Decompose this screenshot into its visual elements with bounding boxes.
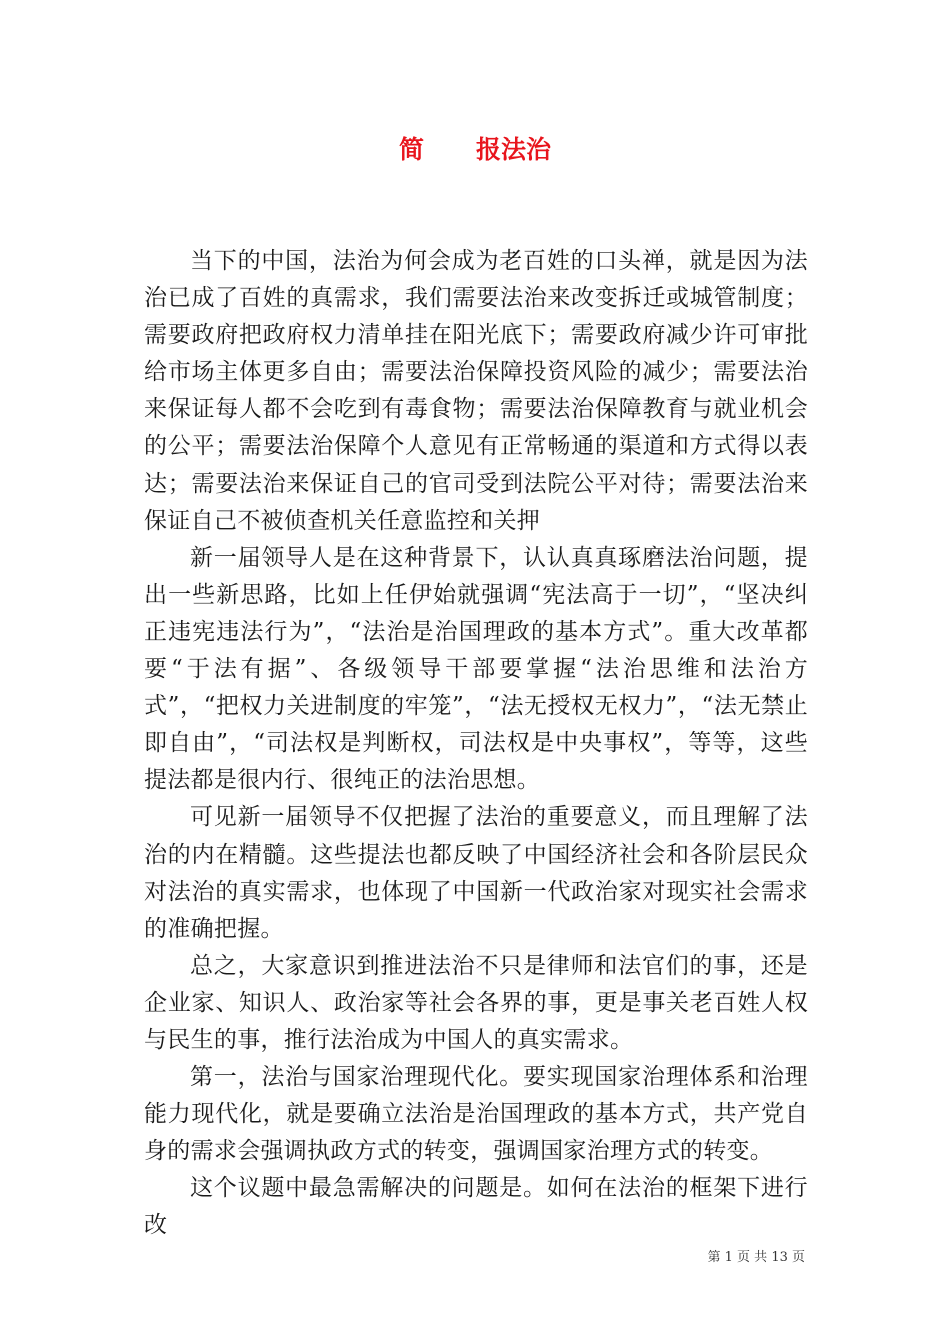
paragraph: 第一，法治与国家治理现代化。要实现国家治理体系和治理能力现代化，就是要确立法治是治国理政的基本方式，共产党自身的需求会强调执政方式的转变，强调国家治理方式的转变。	[144, 1064, 808, 1165]
paragraph: 可见新一届领导不仅把握了法治的重要意义，而且理解了法治的内在精髓。这些提法也都反映了中国经济社会和各阶层民众对法治的真实需求，也体现了中国新一代政治家对现实社会需求的准确把握。	[144, 804, 808, 942]
document-body	[144, 243, 808, 1245]
title-part-2: 报法治	[476, 135, 552, 164]
paragraph: 新一届领导人是在这种背景下，认认真真琢磨法治问题，提出一些新思路，比如上任伊始就强调“宪法高于一切”，“坚决纠正违宪违法行为”，“法治是治国理政的基本方式”。重大改革都要“于法有据”、各级领导干部要掌握“法治思维和法治方式”，“把权力关进制度的牢笼”，“法无授权无权力”，“法无禁止即自由”，“司法权是判断权，司法权是中央事权”，等等，这些提法都是很内行、很纯正的法治思想。	[144, 544, 808, 794]
paragraph: 当下的中国，法治为何会成为老百姓的口头禅，就是因为法治已成了百姓的真需求，我们需要法治来改变拆迁或城管制度；需要政府把政府权力清单挂在阳光底下；需要政府减少许可审批给市场主体更多自由；需要法治保障投资风险的减少；需要法治来保证每人都不会吃到有毒食物；需要法治保障教育与就业机会的公平；需要法治保障个人意见有正常畅通的渠道和方式得以表达；需要法治来保证自己的官司受到法院公平对待；需要法治来保证自己不被侦查机关任意监控和关押	[144, 248, 808, 534]
document-title	[0, 130, 950, 170]
title-part-1: 简	[398, 135, 424, 164]
paragraph: 这个议题中最急需解决的问题是。如何在法治的框架下进行改	[144, 1175, 808, 1239]
page-number-footer: 第 1 页 共 13 页	[707, 1250, 805, 1265]
paragraph: 总之，大家意识到推进法治不只是律师和法官们的事，还是企业家、知识人、政治家等社会各界的事，更是事关老百姓人权与民生的事，推行法治成为中国人的真实需求。	[144, 952, 808, 1053]
